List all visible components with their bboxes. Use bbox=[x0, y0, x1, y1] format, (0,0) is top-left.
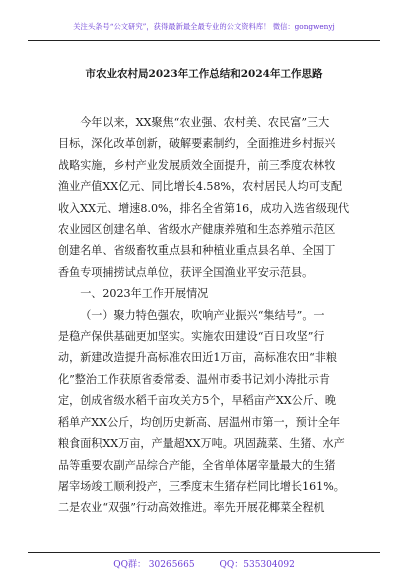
text-line: 是稳产保供基础更加坚实。实施农田建设“百日攻坚”行 bbox=[58, 330, 325, 344]
text-line: 战略实施，乡村产业发展质效全面提升，前三季度农林牧 bbox=[58, 158, 336, 172]
footer-qq-group: QQ群： 30265665 bbox=[113, 560, 195, 570]
header-divider bbox=[28, 40, 380, 41]
text-line: 创建名单、省级畜牧重点县和种植业重点县名单、全国丁 bbox=[58, 244, 336, 258]
text-line: （一）聚力特色强农，吹响产业振兴“集结号”。一 bbox=[80, 308, 325, 322]
document-title: 市农业农村局2023年工作总结和2024年工作思路 bbox=[85, 68, 323, 80]
footer-qq: QQ：535304092 bbox=[219, 560, 295, 570]
text-line: 屠宰场竣工顺利投产，三季度末生猪存栏同比增长161%。 bbox=[58, 479, 345, 493]
text-line: 渔业产值XX亿元、同比增长4.58%，农村居民人均可支配 bbox=[58, 180, 343, 194]
paragraph-intro bbox=[58, 112, 358, 283]
text-line: 目标，深化改革创新，破解要素制约，全面推进乡村振兴 bbox=[58, 137, 336, 151]
paragraph-section-1 bbox=[58, 305, 358, 519]
text-line: 收入XX元、增速8.0%，排名全省第16，成功入选省级现代 bbox=[58, 201, 350, 215]
section-heading-text: 一、2023年工作开展情况 bbox=[80, 287, 209, 301]
text-line: 化”整治工作获原省委常委、温州市委书记刘小涛批示肯 bbox=[58, 372, 330, 386]
text-line: 定，创成省级水稻千亩攻关方5个，早稻亩产XX公斤、晚 bbox=[58, 394, 337, 408]
text-line: 粮食面积XX万亩，产量超XX万吨。巩固蔬菜、生猪、水产 bbox=[58, 437, 345, 451]
text-line: 动，新建改造提升高标准农田近1万亩，高标准农田“非粮 bbox=[58, 351, 337, 365]
text-line: 二是农业“双强”行动高效推进。率先开展花椰菜全程机 bbox=[58, 501, 325, 515]
footer-divider bbox=[28, 552, 380, 553]
section-heading bbox=[58, 283, 358, 304]
text-line: 农业园区创建名单、省级水产健康养殖和生态养殖示范区 bbox=[58, 223, 336, 237]
footer bbox=[0, 557, 408, 570]
text-line: 稻单产XX公斤，均创历史新高、居温州市第一，预计全年 bbox=[58, 415, 341, 429]
document-body bbox=[58, 112, 358, 519]
text-line: 今年以来，XX聚焦“农业强、农村美、农民富”三大 bbox=[80, 116, 330, 129]
header-banner: 关注头条号“公文研究”，获得最新最全最专业的公文资料库！ 微信：gongwenyj bbox=[73, 22, 335, 31]
text-line: 品等重要农副产品综合产能，全省单体屠宰量最大的生猪 bbox=[58, 458, 336, 472]
text-line: 香鱼专项捕捞试点单位，获评全国渔业平安示范县。 bbox=[58, 265, 314, 279]
